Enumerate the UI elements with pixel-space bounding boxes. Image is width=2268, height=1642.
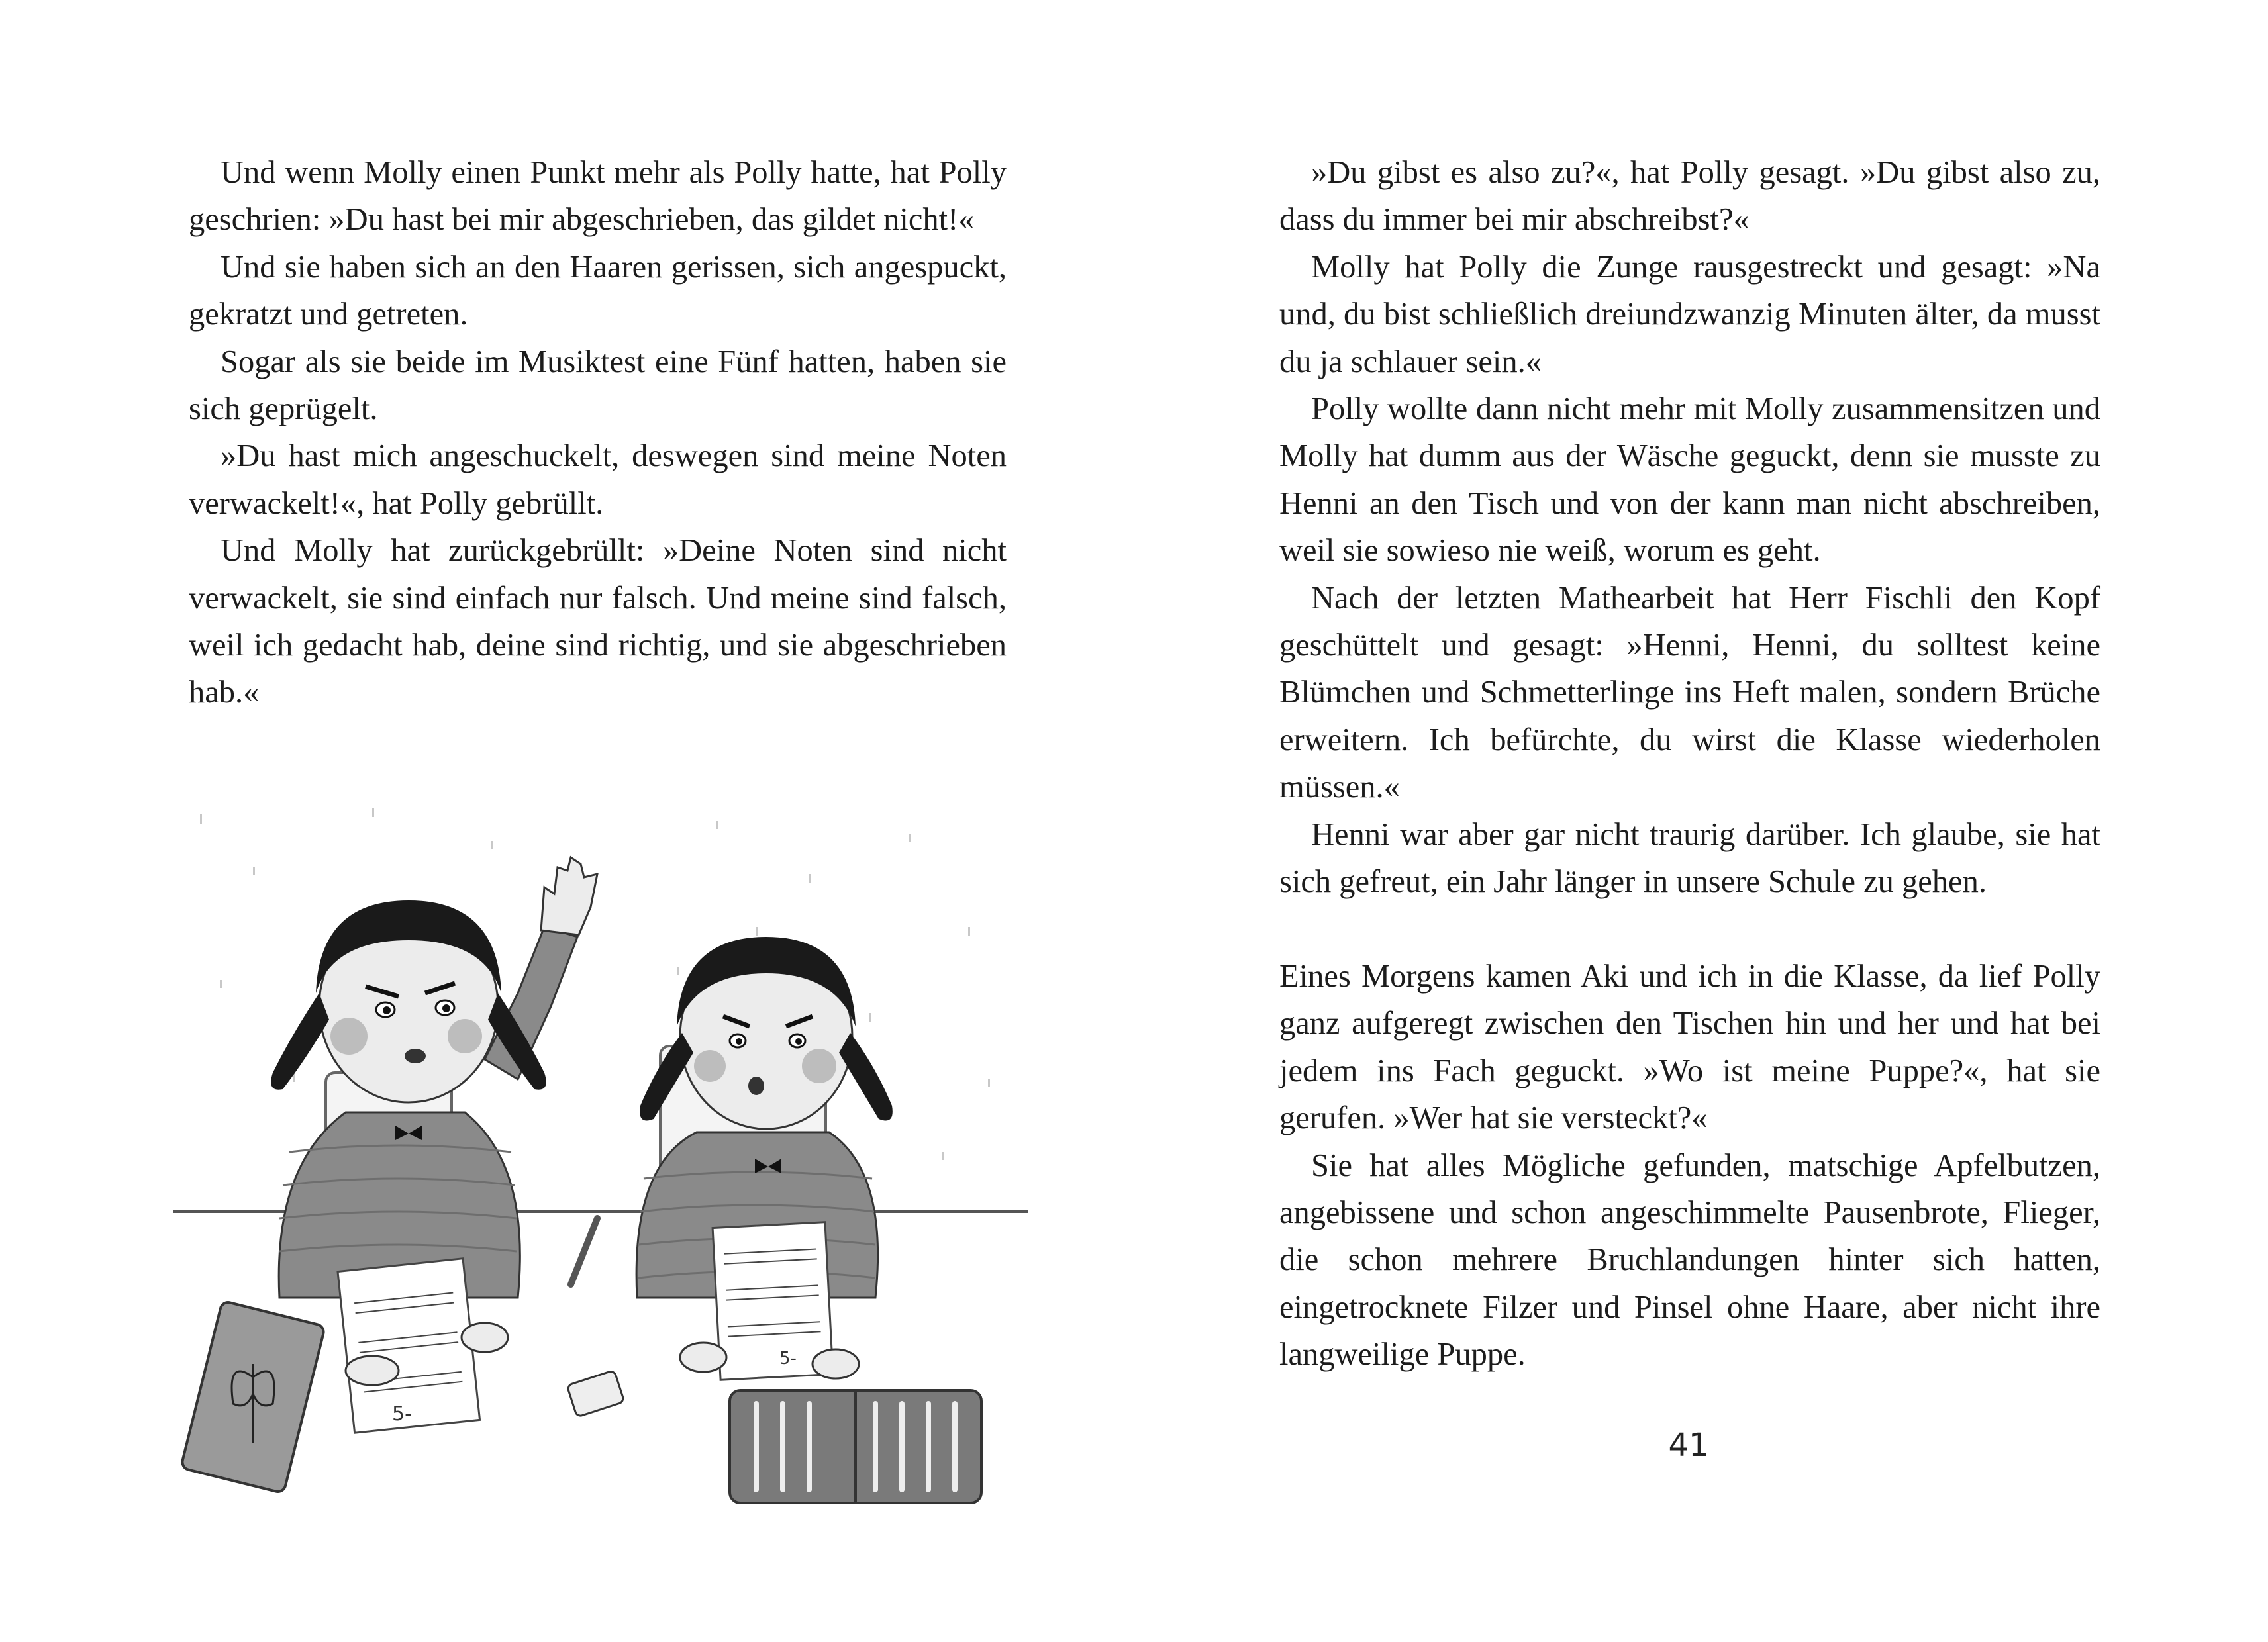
- paragraph: Eines Morgens kamen Aki und ich in die Klasse, da lief Polly ganz aufgeregt zwischen den Tischen hin und her und hat bei jedem ins Fach geguckt. »Wo ist meine Puppe?«, hat sie gerufen. »Wer hat sie versteckt?«: [1279, 958, 2100, 1136]
- paragraph: »Du gibst es also zu?«, hat Polly gesagt. »Du gibst also zu, dass du immer bei mir abschreibst?«: [1279, 155, 2100, 238]
- left-girl: [271, 857, 597, 1298]
- butterfly-pencil-case: [181, 1301, 325, 1494]
- left-page-text: [189, 149, 1007, 716]
- paragraph: Nach der letzten Mathearbeit hat Herr Fischli den Kopf geschüttelt und gesagt: »Henni, Henni, du solltest keine Blümchen und Schmetterlinge ins Heft malen, sondern Brüche erweitern. Ich befürchte, du wirst die Klasse wiederholen müssen.«: [1279, 580, 2100, 805]
- paragraph: »Du hast mich angeschuckelt, deswegen sind meine Noten verwackelt!«, hat Polly gebrüllt.: [189, 438, 1007, 521]
- left-music-sheet: [338, 1259, 480, 1433]
- pencil: [571, 1218, 597, 1284]
- paragraph: Polly wollte dann nicht mehr mit Molly zusammensitzen und Molly hat dumm aus der Wäsche geguckt, denn sie musste zu Henni an den Tisch und von der kann man nicht abschreiben, weil sie sowieso nie weiß, worum es geht.: [1279, 391, 2100, 569]
- paragraph: Sie hat alles Mögliche gefunden, matschige Apfelbutzen, angebissene und schon angeschimmelte Pausenbrote, Flieger, die schon mehrere Bruchlandungen hinter sich hatten, eingetrocknete Filzer und Pinsel ohne Haare, aber nicht ihre langweilige Puppe.: [1279, 1147, 2100, 1373]
- open-pencil-case: [730, 1390, 981, 1503]
- paragraph: Und sie haben sich an den Haaren gerissen, sich angespuckt, gekratzt und getreten.: [189, 249, 1007, 332]
- left-sheet-grade: 5-: [392, 1402, 412, 1425]
- paragraph: Henni war aber gar nicht traurig darüber. Ich glaube, sie hat sich gefreut, ein Jahr länger in unsere Schule zu gehen.: [1279, 816, 2100, 900]
- page-number: 41: [1668, 1427, 1709, 1464]
- right-sheet-grade: 5-: [779, 1349, 797, 1369]
- paragraph: Und wenn Molly einen Punkt mehr als Polly hatte, hat Polly geschrien: »Du hast bei mir abgeschrieben, das gildet nicht!«: [189, 155, 1007, 238]
- twins-at-desk-illustration: [173, 795, 1028, 1510]
- right-page-text: [1279, 149, 2100, 1378]
- eraser: [567, 1370, 624, 1417]
- paragraph: Molly hat Polly die Zunge rausgestreckt und gesagt: »Na und, du bist schließlich dreiundzwanzig Minuten älter, da musst du ja schlauer sein.«: [1279, 249, 2100, 379]
- paragraph: Und Molly hat zurückgebrüllt: »Deine Noten sind nicht verwackelt, sie sind einfach nur falsch. Und meine sind falsch, weil ich gedacht hab, deine sind richtig, und sie abgeschrieben hab.«: [189, 533, 1007, 710]
- paragraph: Sogar als sie beide im Musiktest eine Fünf hatten, haben sie sich geprügelt.: [189, 344, 1007, 427]
- right-page: [1134, 0, 2268, 1642]
